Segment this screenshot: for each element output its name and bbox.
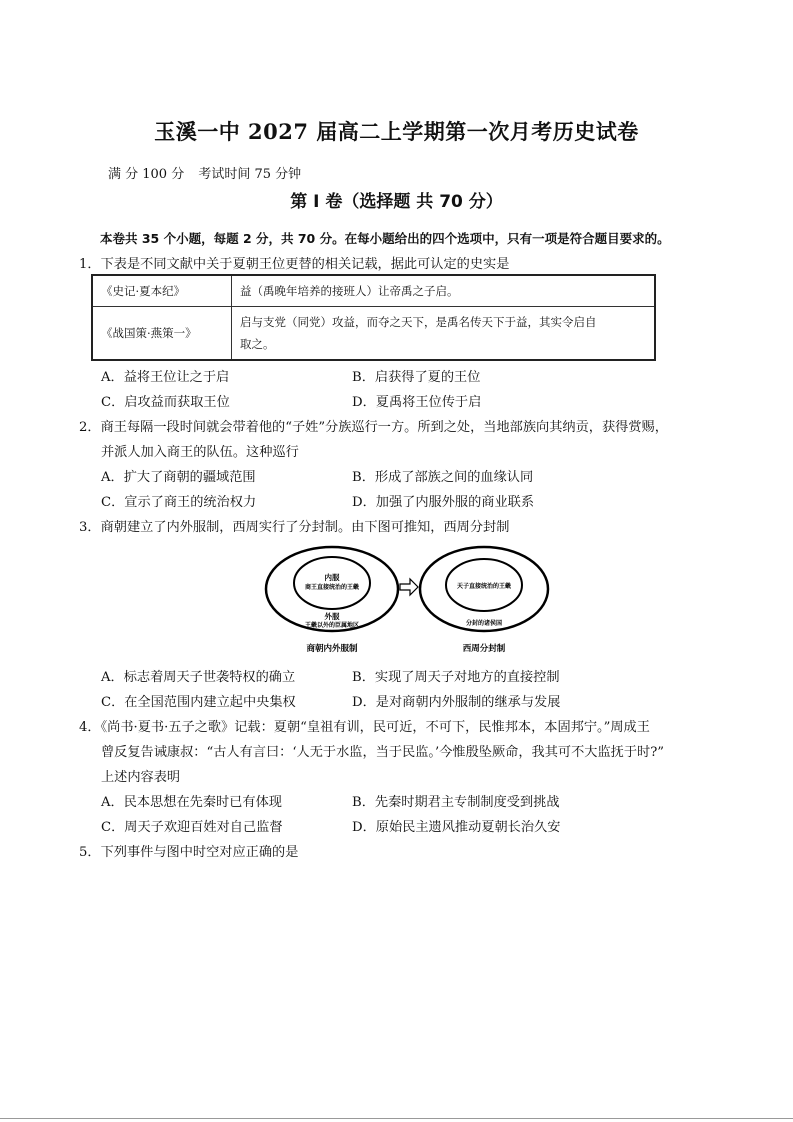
table-content-cell: [232, 307, 656, 361]
left-outer-desc: 王畿以外的臣属地区: [304, 622, 360, 629]
table-source-cell: 《史记·夏本纪》: [92, 275, 232, 307]
q5-stem: 5．下列事件与图中时空对应正确的是: [79, 845, 299, 860]
q3-option-a: A．标志着周天子世袭特权的确立: [101, 670, 296, 685]
right-inner-desc: 天子直接统治的王畿: [456, 583, 512, 590]
table-source-cell: 《战国策·燕策一》: [92, 307, 232, 361]
exam-meta: [108, 163, 311, 182]
q1-stem: 1．下表是不同文献中关于夏朝王位更替的相关记载，据此可认定的史实是: [79, 257, 510, 272]
q1-option-a: A．益将王位让之于启: [101, 370, 230, 385]
q1-option-c: C．启攻益而获取王位: [101, 395, 230, 410]
q3-option-d: D．是对商朝内外服制的继承与发展: [352, 695, 561, 710]
q3-option-b: B．实现了周天子对地方的直接控制: [352, 670, 560, 685]
q3-diagram: [262, 545, 562, 657]
left-inner-circle: [294, 557, 370, 609]
q3-option-c: C．在全国范围内建立起中央集权: [101, 695, 296, 710]
table-content-line: 启与支党（同党）攻益，而夺之天下，是禹名传天下于益，其实令启自: [240, 315, 597, 329]
exam-time: 考试时间 75 分钟: [198, 167, 302, 182]
q2-option-d: D．加强了内服外服的商业联系: [352, 495, 535, 510]
table-row: [92, 275, 655, 307]
q4-option-b: B．先秦时期君主专制制度受到挑战: [352, 795, 560, 810]
table-content-cell: 益（禹晚年培养的接班人）让帝禹之子启。: [232, 275, 656, 307]
page-bottom-rule: [0, 1118, 793, 1119]
q4-stem-line1: 4．《尚书·夏书·五子之歌》记载：夏朝“皇祖有训，民可近，不可下，民惟邦本，本固邦宁。”周成王: [79, 720, 650, 735]
full-score: 满 分 100 分: [108, 167, 185, 182]
table-row: [92, 307, 655, 361]
q2-option-c: C．宣示了商王的统治权力: [101, 495, 257, 510]
table-content-line: 取之。: [240, 337, 275, 351]
exam-title: 玉溪一中 2027 届高二上学期第一次月考历史试卷: [154, 119, 639, 144]
right-outer-desc: 分封的诸侯国: [465, 620, 503, 627]
left-outer-title: 外服: [324, 612, 340, 621]
q4-option-c: C．周天子欢迎百姓对自己监督: [101, 820, 283, 835]
q1-source-table: [91, 274, 656, 361]
q2-stem-line2: 并派人加入商王的队伍。这种巡行: [101, 445, 299, 460]
right-caption: 西周分封制: [462, 644, 506, 654]
q4-option-a: A．民本思想在先秦时已有体现: [101, 795, 282, 810]
left-inner-title: 内服: [324, 573, 340, 582]
left-caption: 商朝内外服制: [306, 644, 358, 654]
q4-option-d: D．原始民主遗风推动夏朝长治久安: [352, 820, 561, 835]
q2-stem-line1: 2．商王每隔一段时间就会带着他的“子姓”分族巡行一方。所到之处，当地部族向其纳贡，获得赏赐，: [79, 420, 668, 435]
q1-option-d: D．夏禹将王位传于启: [352, 395, 482, 410]
section-title: 第 Ⅰ 卷（选择题 共 70 分）: [290, 192, 503, 212]
q4-stem-line3: 上述内容表明: [101, 770, 181, 785]
q2-option-a: A．扩大了商朝的疆域范围: [101, 470, 256, 485]
left-inner-desc: 商王直接统治的王畿: [304, 584, 360, 591]
section-instructions: 本卷共 35 个小题，每题 2 分，共 70 分。在每小题给出的四个选项中，只有一项是符合题目要求的。: [100, 231, 670, 246]
q1-option-b: B．启获得了夏的王位: [352, 370, 481, 385]
arrow-right-icon: [400, 579, 418, 595]
q2-option-b: B．形成了部族之间的血缘认同: [352, 470, 534, 485]
q4-stem-line2: 曾反复告诫康叔：“古人有言曰：‘人无于水监，当于民监。’今惟殷坠厥命，我其可不大监抚于时?”: [101, 745, 665, 760]
q3-stem: 3．商朝建立了内外服制，西周实行了分封制。由下图可推知，西周分封制: [79, 520, 510, 535]
